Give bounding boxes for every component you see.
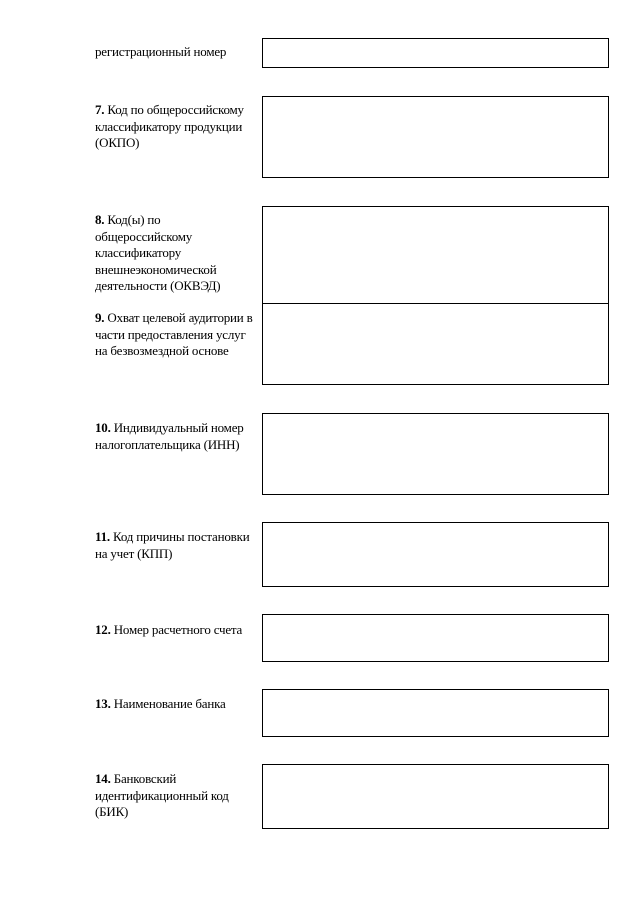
okved-field[interactable]: [262, 206, 609, 304]
kpp-field[interactable]: [262, 522, 609, 587]
field-label-text: Охват целевой аудитории в части предоставления услуг на безвозмездной основе: [95, 310, 253, 358]
field-label-okpo: [95, 102, 257, 152]
bik-field[interactable]: [262, 764, 609, 829]
field-label-text: Индивидуальный номер налогоплательщика (ИНН): [95, 420, 244, 452]
field-number: 14.: [95, 771, 111, 786]
field-label-text: Наименование банка: [113, 696, 226, 711]
field-label-text: Код(ы) по общероссийскому классификатору внешнеэкономической деятельности (ОКВЭД): [95, 212, 221, 293]
field-number: 10.: [95, 420, 111, 435]
field-label-bik: [95, 771, 257, 821]
field-label-target-audience: [95, 310, 257, 360]
field-label-kpp: [95, 529, 257, 562]
field-label-account-number: [95, 622, 257, 639]
account-number-field[interactable]: [262, 614, 609, 662]
field-label-text: Код по общероссийскому классификатору продукции (ОКПО): [95, 102, 244, 150]
okpo-field[interactable]: [262, 96, 609, 178]
field-number: 8.: [95, 212, 105, 227]
field-number: 9.: [95, 310, 105, 325]
field-label-bank-name: [95, 696, 257, 713]
field-label-text: Код причины постановки на учет (КПП): [95, 529, 250, 561]
target-audience-field[interactable]: [262, 303, 609, 385]
field-label-text: Номер расчетного счета: [113, 622, 243, 637]
field-number: 7.: [95, 102, 105, 117]
inn-field[interactable]: [262, 413, 609, 495]
field-label-text: Банковский идентификационный код (БИК): [95, 771, 229, 819]
registration-number-field[interactable]: [262, 38, 609, 68]
field-number: 11.: [95, 529, 110, 544]
field-number: 13.: [95, 696, 111, 711]
field-label-registration-number: [95, 44, 257, 61]
bank-name-field[interactable]: [262, 689, 609, 737]
field-label-text: регистрационный номер: [95, 44, 227, 59]
field-label-inn: [95, 420, 257, 453]
field-label-okved: [95, 212, 257, 295]
field-number: 12.: [95, 622, 111, 637]
